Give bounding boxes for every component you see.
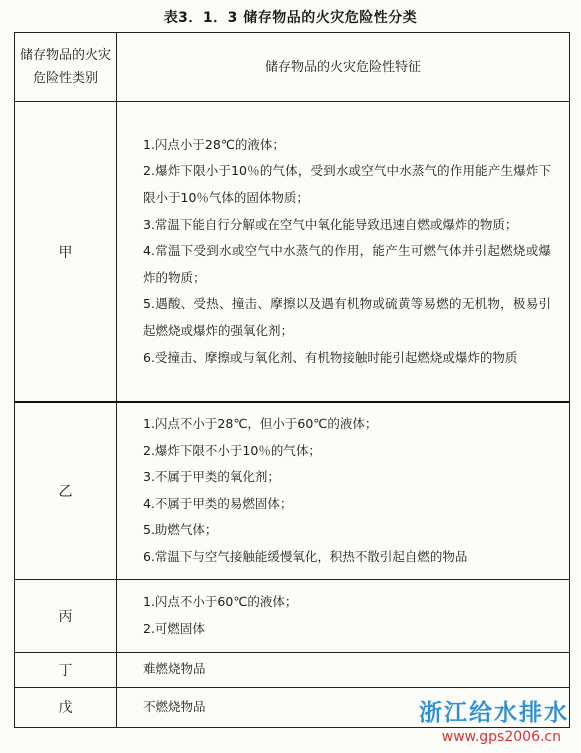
category-cell: 丙 [15,579,117,652]
table-row [15,402,570,579]
watermark-name: 浙江给水排水 [419,700,569,726]
feature-item: 2.可燃固体 [143,620,205,636]
features-cell [117,579,570,652]
feature-item: 不燃烧物品 [143,698,206,714]
features-cell [117,652,570,687]
feature-item: 6.受撞击、摩擦或与氧化剂、有机物接触时能引起燃烧或爆炸的物质 [143,349,518,365]
header-features: 储存物品的火灾危险性特征 [117,33,570,102]
feature-item: 2.爆炸下限小于10％的气体，受到水或空气中水蒸气的作用能产生爆炸下限小于10％气体的固体物质； [143,163,551,206]
feature-item: 3.不属于甲类的氧化剂； [143,469,280,485]
category-cell: 丁 [15,652,117,687]
watermark-url: www.gps2006.cn [441,729,561,745]
feature-item: 1.闪点不小于28℃，但小于60℃的液体； [143,416,378,431]
feature-item: 4.不属于甲类的易燃固体； [143,495,293,511]
category-cell: 戊 [15,687,117,727]
feature-item: 2.爆炸下限不小于10％的气体； [143,442,321,458]
feature-item: 5.助燃气体； [143,522,218,538]
site-watermark [419,694,569,745]
feature-item: 3.常温下能自行分解或在空气中氧化能导致迅速自燃或爆炸的物质； [143,216,518,232]
feature-item: 1.闪点不小于60℃的液体； [143,593,298,609]
feature-item: 4.常温下受到水或空气中水蒸气的作用，能产生可燃气体并引起燃烧或爆炸的物质； [143,243,551,285]
category-cell: 甲 [15,102,117,403]
header-row [15,33,570,102]
table-row [15,102,570,403]
feature-item: 5.遇酸、受热、撞击、摩擦以及遇有机物或硫黄等易燃的无机物，极易引起燃烧或爆炸的强氧化剂； [143,296,551,338]
header-category: 储存物品的火灾危险性类别 [15,33,117,102]
table-title: 表3．1．3 储存物品的火灾危险性分类 [163,10,418,26]
feature-item: 难燃烧物品 [143,661,206,677]
table-row [15,652,570,687]
features-cell [117,402,570,579]
feature-item: 1.闪点小于28℃的液体； [143,136,285,152]
fire-risk-table [14,32,570,728]
features-cell [117,102,570,403]
feature-item: 6.常温下与空气接触能缓慢氧化，积热不散引起自燃的物品 [143,548,468,564]
category-cell: 乙 [15,402,117,579]
table-row [15,579,570,652]
